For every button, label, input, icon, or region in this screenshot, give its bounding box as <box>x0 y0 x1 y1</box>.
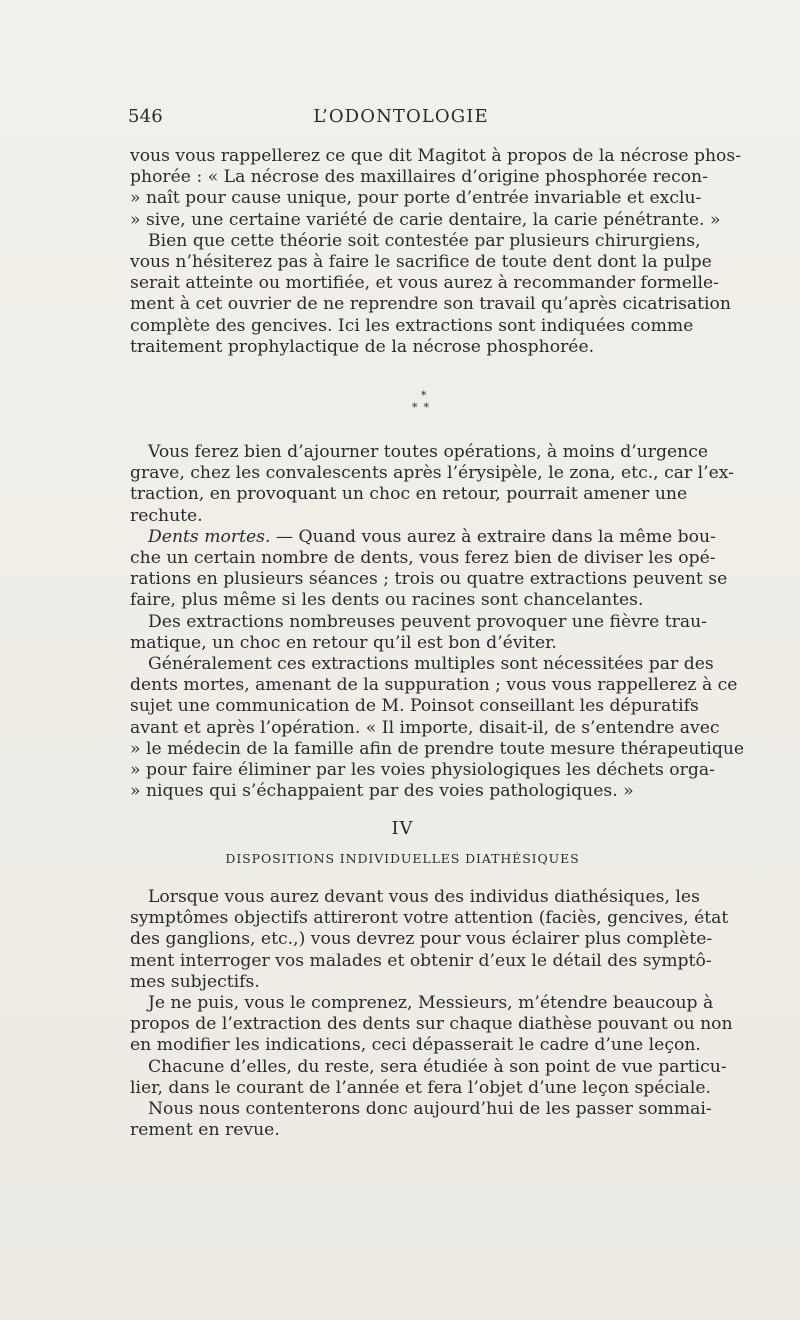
running-title: L’ODONTOLOGIE <box>313 106 489 127</box>
paragraph-4-line-1-text: — Quand vous aurez à extraire dans la même bou- <box>270 526 716 547</box>
paragraph-2-line-5: complète des gencives. Ici les extractions sont indiquées comme <box>130 315 694 336</box>
paragraph-10-line-1: Nous nous contenterons donc aujourd’hui de les passer sommai- <box>148 1098 712 1119</box>
page-text <box>130 146 745 1141</box>
paragraph-4 <box>130 526 728 612</box>
paragraph-2-line-3: serait atteinte ou mortifiée, et vous aurez à recommander formelle- <box>130 273 719 294</box>
paragraph-5 <box>130 611 707 654</box>
paragraph-1-line-4: » sive, une certaine variété de carie dentaire, la carie pénétrante. » <box>130 209 721 230</box>
paragraph-3-line-3: traction, en provoquant un choc en retour, pourrait amener une <box>130 484 688 505</box>
paragraph-4-line-3: rations en plusieurs séances ; trois ou quatre extractions peuvent se <box>130 569 728 590</box>
paragraph-5-line-2: matique, un choc en retour qu’il est bon d’éviter. <box>130 632 557 653</box>
paragraph-2-line-1: Bien que cette théorie soit contestée par plusieurs chirurgiens, <box>148 230 701 251</box>
paragraph-4-line-2: che un certain nombre de dents, vous ferez bien de diviser les opé- <box>130 548 716 569</box>
paragraph-3 <box>130 442 734 527</box>
section-number: IV <box>391 818 414 840</box>
dents-mortes-label: Dents mortes. <box>148 526 271 547</box>
paragraph-2-line-4: ment à cet ouvrier de ne reprendre son travail qu’après cicatrisation <box>130 294 731 315</box>
paragraph-4-line-1 <box>130 526 716 548</box>
paragraph-7-line-5: mes subjectifs. <box>130 971 260 992</box>
paragraph-7-line-3: des ganglions, etc.,) vous devrez pour vous éclairer plus complète- <box>130 929 713 950</box>
paragraph-9-line-2: lier, dans le courant de l’année et fera l’objet d’une leçon spéciale. <box>130 1077 711 1098</box>
paragraph-10-line-2: rement en revue. <box>130 1120 280 1141</box>
paragraph-2-line-6: traitement prophylactique de la nécrose phosphorée. <box>130 336 595 357</box>
paragraph-1-line-1: vous vous rappellerez ce que dit Magitot à propos de la nécrose phos- <box>130 146 742 166</box>
paragraph-6-line-2: dents mortes, amenant de la suppuration ; vous vous rappellerez à ce <box>130 675 738 696</box>
paragraph-5-line-1: Des extractions nombreuses peuvent provoquer une fièvre trau- <box>148 611 707 632</box>
paragraph-3-line-2: grave, chez les convalescents après l’érysipèle, le zona, etc., car l’ex- <box>130 463 734 484</box>
paragraph-6-line-7: » niques qui s’échappaient par des voies pathologiques. » <box>130 781 634 802</box>
paragraph-7-line-4: ment interroger vos malades et obtenir d’eux le détail des symptô- <box>130 950 712 971</box>
paragraph-8-line-3: en modifier les indications, ceci dépasserait le cadre d’une leçon. <box>130 1035 701 1056</box>
asterism-bottom-stars: ** <box>412 401 435 415</box>
paragraph-6-line-1: Généralement ces extractions multiples sont nécessitées par des <box>148 654 714 675</box>
section-heading: DISPOSITIONS INDIVIDUELLES DIATHÉSIQUES <box>225 850 580 866</box>
paragraph-9 <box>130 1056 727 1099</box>
section-break-asterism <box>130 376 675 426</box>
paragraph-1 <box>130 146 742 231</box>
asterism-top-star: * <box>421 389 427 403</box>
paragraph-6-line-4: avant et après l’opération. « Il importe, disait-il, de s’entendre avec <box>130 717 720 738</box>
paragraph-1-line-3: » naît pour cause unique, pour porte d’entrée invariable et exclu- <box>130 188 702 209</box>
paragraph-7-line-2: symptômes objectifs attireront votre attention (faciès, gencives, état <box>130 908 729 929</box>
page-number: 546 <box>128 106 163 127</box>
paragraph-6-line-5: » le médecin de la famille afin de prendre toute mesure thérapeutique <box>130 738 745 759</box>
paragraph-2 <box>130 230 731 358</box>
paragraph-8-line-1: Je ne puis, vous le comprenez, Messieurs, m’étendre beaucoup à <box>148 992 714 1013</box>
paragraph-3-line-1: Vous ferez bien d’ajourner toutes opérations, à moins d’urgence <box>148 442 709 463</box>
page-header <box>128 106 674 136</box>
paragraph-4-line-4: faire, plus même si les dents ou racines sont chancelantes. <box>130 590 644 611</box>
paragraph-7-line-1: Lorsque vous aurez devant vous des individus diathésiques, les <box>148 886 700 907</box>
paragraph-8-line-2: propos de l’extraction des dents sur chaque diathèse pouvant ou non <box>130 1014 733 1035</box>
paragraph-3-line-4: rechute. <box>130 505 203 526</box>
paragraph-10 <box>130 1098 712 1141</box>
paragraph-6-line-3: sujet une communication de M. Poinsot conseillant les dépuratifs <box>130 696 699 717</box>
paragraph-9-line-1: Chacune d’elles, du reste, sera étudiée à son point de vue particu- <box>148 1056 727 1077</box>
paragraph-2-line-2: vous n’hésiterez pas à faire le sacrifice de toute dent dont la pulpe <box>130 252 712 273</box>
paragraph-6 <box>130 654 745 802</box>
paragraph-1-line-2: phorée : « La nécrose des maxillaires d’origine phosphorée recon- <box>130 167 708 188</box>
paragraph-7 <box>130 886 729 993</box>
paragraph-6-line-6: » pour faire éliminer par les voies physiologiques les déchets orga- <box>130 760 715 781</box>
paragraph-8 <box>130 992 733 1057</box>
